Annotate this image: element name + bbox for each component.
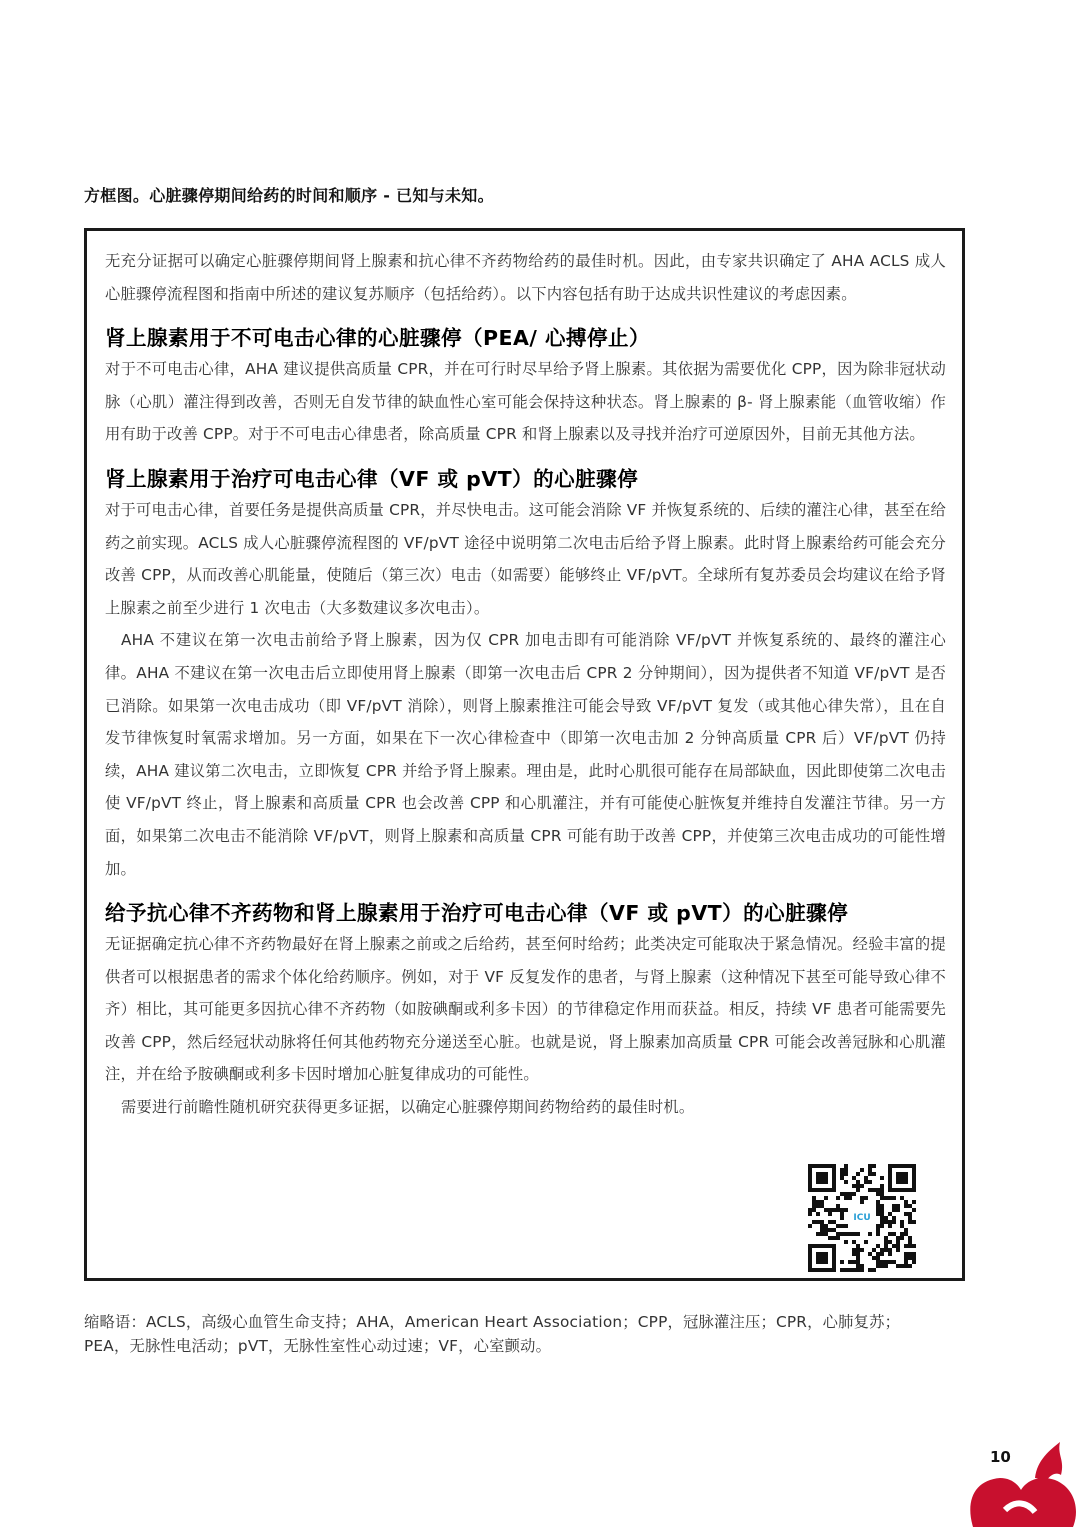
qr-module <box>860 1196 864 1200</box>
qr-module <box>880 1220 884 1224</box>
qr-module <box>852 1192 856 1196</box>
qr-module <box>828 1212 832 1216</box>
qr-module <box>868 1188 872 1192</box>
qr-module <box>884 1248 888 1252</box>
qr-module <box>872 1172 876 1176</box>
qr-module <box>904 1200 908 1204</box>
qr-module <box>908 1244 912 1248</box>
qr-module <box>832 1208 836 1212</box>
qr-module <box>852 1232 856 1236</box>
qr-module <box>844 1172 848 1176</box>
qr-module <box>864 1240 868 1244</box>
qr-module <box>880 1204 884 1208</box>
qr-module <box>872 1248 876 1252</box>
qr-module <box>868 1252 872 1256</box>
qr-module <box>840 1192 844 1196</box>
qr-module <box>912 1256 916 1260</box>
qr-module <box>892 1196 896 1200</box>
qr-module <box>816 1220 820 1224</box>
qr-module <box>880 1264 884 1268</box>
qr-module <box>872 1256 876 1260</box>
qr-module <box>856 1172 860 1176</box>
qr-module <box>888 1240 892 1244</box>
qr-module <box>848 1232 852 1236</box>
qr-module <box>836 1196 840 1200</box>
qr-module <box>828 1228 832 1232</box>
qr-module <box>872 1188 876 1192</box>
qr-module <box>880 1188 884 1192</box>
qr-module <box>900 1196 904 1200</box>
qr-module <box>900 1220 904 1224</box>
qr-module <box>888 1232 892 1236</box>
intro-paragraph: 无充分证据可以确定心脏骤停期间肾上腺素和抗心律不齐药物给药的最佳时机。因此，由专家共识确定了 AHA ACLS 成人心脏骤停流程图和指南中所述的建议复苏顺序（包括给药）。以下内容包括有助于达成共识性建议的考虑因素。 <box>105 252 946 303</box>
qr-module <box>908 1240 912 1244</box>
qr-module <box>892 1260 896 1264</box>
qr-module <box>812 1208 816 1212</box>
qr-module <box>844 1240 848 1244</box>
qr-module <box>856 1180 860 1184</box>
qr-module <box>888 1248 892 1252</box>
qr-module <box>900 1232 904 1236</box>
qr-module <box>820 1200 824 1204</box>
qr-module <box>844 1164 848 1168</box>
qr-module <box>904 1244 908 1248</box>
qr-module <box>808 1224 812 1228</box>
qr-module <box>852 1260 856 1264</box>
qr-module <box>860 1268 864 1272</box>
qr-module <box>840 1268 844 1272</box>
section-antiarrhythmic-paragraph-1: 无证据确定抗心律不齐药物最好在肾上腺素之前或之后给药，甚至何时给药；此类决定可能取决于紧急情况。经验丰富的提供者可以根据患者的需求个体化给药顺序。例如，对于 VF 反复发作的患者，与肾上腺素（这种情况下甚至可能导致心律不齐）相比，其可能更多因抗心律不齐药物（如胺碘酮或利多卡因）的节律稳定作用而获益。相反，持续 VF 患者可能需要先改善 CPP，然后经冠状动脉将任何其他药物充分递送至心脏。也就是说，肾上腺素加高质量 CPR 可能会改善冠脉和心肌灌注，并在给予胺碘酮或利多卡因时增加心脏复律成功的可能性。 <box>105 935 946 1084</box>
qr-module <box>876 1244 880 1248</box>
abbreviations-footnote: 缩略语：ACLS，高级心血管生命支持；AHA，American Heart Association；CPP，冠脉灌注压；CPR，心肺复苏；PEA，无脉性电活动；pVT，无脉性室性心动过速；VF，心室颤动。 <box>84 1313 901 1355</box>
qr-module <box>848 1268 852 1272</box>
qr-module <box>864 1180 868 1184</box>
section-vf-paragraph-2: AHA 不建议在第一次电击前给予肾上腺素，因为仅 CPR 加电击即有可能消除 VF/pVT 并恢复系统的、最终的灌注心律。AHA 不建议在第一次电击后立即使用肾上腺素（即第一次电击后 CPR 2 分钟期间），因为提供者不知道 VF/pVT 是否已消除。如果第一次电击成功（即 VF/pVT 消除），则肾上腺素推注可能会导致 VF/pVT 复发（或其他心律失常），且在自发节律恢复时氧需求增加。另一方面，如果在下一次心律检查中（即第一次电击加 2 分钟高质量 CPR 后）VF/pVT 仍持续，AHA 建议第二次电击，立即恢复 CPR 并给予肾上腺素。理由是，此时心肌很可能存在局部缺血，因此即使第二次电击使 VF/pVT 终止，肾上腺素和高质量 CPR 也会改善 CPP 和心肌灌注，并有可能使心脏恢复并维持自发灌注节律。另一方面，如果第二次电击不能消除 VF/pVT，则肾上腺素和高质量 CPR 可能有助于改善 CPP，并使第三次电击成功的可能性增加。 <box>105 631 946 878</box>
qr-module <box>864 1196 868 1200</box>
qr-module <box>852 1268 856 1272</box>
qr-module <box>828 1208 832 1212</box>
qr-module <box>812 1196 816 1200</box>
qr-module <box>844 1268 848 1272</box>
qr-module <box>908 1216 912 1220</box>
qr-module <box>904 1264 908 1268</box>
qr-module <box>884 1264 888 1268</box>
qr-module <box>892 1220 896 1224</box>
qr-module <box>868 1232 872 1236</box>
qr-module <box>860 1248 864 1252</box>
qr-module <box>912 1200 916 1204</box>
qr-module <box>860 1264 864 1268</box>
qr-module <box>904 1252 908 1256</box>
qr-module <box>904 1212 908 1216</box>
qr-module <box>896 1264 900 1268</box>
qr-module <box>892 1216 896 1220</box>
qr-module <box>820 1232 824 1236</box>
qr-module <box>840 1212 844 1216</box>
qr-module <box>888 1224 892 1228</box>
section-pea-paragraph: 对于不可电击心律，AHA 建议提供高质量 CPR，并在可行时尽早给予肾上腺素。其依据为需要优化 CPP，因为除非冠状动脉（心肌）灌注得到改善，否则无自发节律的缺血性心室可能会保持这种状态。肾上腺素的 β- 肾上腺素能（血管收缩）作用有助于改善 CPP。对于不可电击心律患者，除高质量 CPR 和肾上腺素以及寻找并治疗可逆原因外，目前无其他方法。 <box>105 360 946 444</box>
qr-module <box>856 1232 860 1236</box>
qr-module <box>876 1224 880 1228</box>
qr-module <box>860 1184 864 1188</box>
qr-module <box>824 1228 828 1232</box>
qr-module <box>904 1232 908 1236</box>
qr-module <box>820 1224 824 1228</box>
qr-module <box>832 1228 836 1232</box>
flame-shape <box>1035 1442 1062 1480</box>
qr-module <box>844 1192 848 1196</box>
qr-module <box>808 1208 812 1212</box>
qr-module <box>884 1196 888 1200</box>
qr-module <box>824 1208 828 1212</box>
qr-module <box>888 1260 892 1264</box>
qr-module <box>868 1268 872 1272</box>
qr-module <box>892 1208 896 1212</box>
qr-module <box>836 1204 840 1208</box>
section-antiarrhythmic-paragraph-2: 需要进行前瞻性随机研究获得更多证据，以确定心脏骤停期间药物给药的最佳时机。 <box>121 1098 695 1117</box>
qr-module <box>880 1260 884 1264</box>
qr-module <box>880 1252 884 1256</box>
qr-module <box>840 1168 844 1172</box>
qr-module <box>884 1220 888 1224</box>
qr-module <box>868 1172 872 1176</box>
qr-module <box>896 1248 900 1252</box>
qr-module <box>912 1252 916 1256</box>
qr-module <box>820 1228 824 1232</box>
qr-module <box>840 1216 844 1220</box>
qr-code <box>808 1164 916 1272</box>
qr-module <box>912 1208 916 1212</box>
qr-module <box>880 1196 884 1200</box>
qr-module <box>908 1204 912 1208</box>
qr-module <box>876 1228 880 1232</box>
qr-module <box>892 1244 896 1248</box>
qr-module <box>836 1224 840 1228</box>
qr-module <box>876 1192 880 1196</box>
qr-module <box>836 1232 840 1236</box>
qr-module <box>876 1260 880 1264</box>
content-box <box>84 228 965 1281</box>
qr-module <box>860 1168 864 1172</box>
qr-module <box>876 1232 880 1236</box>
qr-module <box>880 1208 884 1212</box>
qr-module <box>844 1180 848 1184</box>
qr-module <box>884 1236 888 1240</box>
qr-module <box>868 1164 872 1168</box>
qr-module <box>884 1216 888 1220</box>
qr-module <box>892 1232 896 1236</box>
page-number: 10 <box>990 1448 1011 1466</box>
qr-module <box>904 1228 908 1232</box>
qr-module <box>864 1176 868 1180</box>
qr-module <box>904 1256 908 1260</box>
qr-module <box>856 1264 860 1268</box>
qr-module <box>816 1212 820 1216</box>
heart-torch-logo <box>965 1420 1080 1527</box>
section-heading-antiarrhythmic: 给予抗心律不齐药物和肾上腺素用于治疗可电击心律（VF 或 pVT）的心脏骤停 <box>105 901 849 926</box>
qr-module <box>856 1256 860 1260</box>
qr-module <box>904 1204 908 1208</box>
qr-module <box>812 1204 816 1208</box>
qr-module <box>892 1204 896 1208</box>
qr-module <box>904 1260 908 1264</box>
qr-module <box>856 1260 860 1264</box>
qr-module <box>816 1204 820 1208</box>
qr-module <box>816 1232 820 1236</box>
qr-module <box>828 1236 832 1240</box>
qr-module <box>912 1220 916 1224</box>
qr-module <box>876 1188 880 1192</box>
qr-module <box>896 1240 900 1244</box>
qr-module <box>852 1248 856 1252</box>
qr-module <box>900 1224 904 1228</box>
qr-module <box>880 1176 884 1180</box>
qr-module <box>888 1196 892 1200</box>
qr-module <box>816 1200 820 1204</box>
qr-module <box>812 1220 816 1224</box>
qr-module <box>868 1168 872 1172</box>
qr-module <box>900 1264 904 1268</box>
section-heading-pea: 肾上腺素用于不可电击心律的心脏骤停（PEA/ 心搏停止） <box>105 326 651 351</box>
qr-module <box>908 1236 912 1240</box>
qr-module <box>852 1240 856 1244</box>
qr-module <box>908 1252 912 1256</box>
qr-module <box>852 1176 856 1180</box>
qr-module <box>876 1200 880 1204</box>
qr-module <box>872 1268 876 1272</box>
qr-module <box>852 1252 856 1256</box>
qr-module <box>896 1244 900 1248</box>
qr-module <box>880 1212 884 1216</box>
qr-module <box>832 1236 836 1240</box>
qr-module <box>884 1244 888 1248</box>
qr-module <box>888 1220 892 1224</box>
qr-module <box>856 1184 860 1188</box>
qr-module <box>876 1212 880 1216</box>
qr-module <box>848 1196 852 1200</box>
qr-module <box>856 1268 860 1272</box>
qr-module <box>832 1220 836 1224</box>
qr-module <box>876 1256 880 1260</box>
qr-module <box>852 1184 856 1188</box>
qr-module <box>908 1220 912 1224</box>
qr-module <box>844 1168 848 1172</box>
qr-module <box>840 1176 844 1180</box>
qr-module <box>900 1236 904 1240</box>
qr-module <box>824 1196 828 1200</box>
qr-module <box>908 1256 912 1260</box>
qr-module <box>908 1212 912 1216</box>
qr-module <box>820 1204 824 1208</box>
qr-finder-pattern <box>816 1172 828 1184</box>
qr-module <box>880 1192 884 1196</box>
qr-module <box>876 1208 880 1212</box>
qr-module <box>848 1192 852 1196</box>
qr-module <box>820 1220 824 1224</box>
qr-module <box>844 1232 848 1236</box>
qr-module <box>840 1208 844 1212</box>
qr-module <box>880 1216 884 1220</box>
qr-module <box>884 1260 888 1264</box>
qr-module <box>856 1252 860 1256</box>
qr-module <box>896 1236 900 1240</box>
qr-module <box>856 1248 860 1252</box>
qr-module <box>888 1212 892 1216</box>
qr-module <box>880 1248 884 1252</box>
qr-module <box>896 1204 900 1208</box>
qr-module <box>844 1196 848 1200</box>
qr-module <box>872 1164 876 1168</box>
qr-module <box>868 1180 872 1184</box>
qr-finder-pattern <box>896 1172 908 1184</box>
qr-module <box>856 1244 860 1248</box>
qr-module <box>840 1172 844 1176</box>
qr-module <box>840 1232 844 1236</box>
qr-module <box>824 1232 828 1236</box>
qr-module <box>836 1208 840 1212</box>
qr-module <box>876 1264 880 1268</box>
qr-module <box>824 1224 828 1228</box>
box-caption: 方框图。心脏骤停期间给药的时间和顺序 - 已知与未知。 <box>84 186 494 205</box>
qr-module <box>828 1220 832 1224</box>
section-heading-vf: 肾上腺素用于治疗可电击心律（VF 或 pVT）的心脏骤停 <box>105 466 639 491</box>
qr-module <box>908 1264 912 1268</box>
qr-module <box>808 1212 812 1216</box>
section-vf-paragraph-1: 对于可电击心律，首要任务是提供高质量 CPR，并尽快电击。这可能会消除 VF 并恢复系统的、后续的灌注心律，甚至在给药之前实现。ACLS 成人心脏骤停流程图的 VF/pVT 途径中说明第二次电击后给予肾上腺素。此时肾上腺素给药可能会充分改善 CPP，从而改善心肌能量，使随后（第三次）电击（如需要）能够终止 VF/pVT。全球所有复苏委员会均建议在给予肾上腺素之前至少进行 1 次电击（大多数建议多次电击）。 <box>105 500 946 617</box>
qr-module <box>876 1252 880 1256</box>
qr-module <box>912 1260 916 1264</box>
qr-logo: ICU <box>848 1204 876 1232</box>
qr-module <box>840 1260 844 1264</box>
qr-module <box>880 1184 884 1188</box>
qr-module <box>880 1224 884 1228</box>
qr-module <box>856 1188 860 1192</box>
qr-module <box>836 1236 840 1240</box>
qr-module <box>840 1224 844 1228</box>
qr-module <box>848 1260 852 1264</box>
qr-module <box>876 1204 880 1208</box>
qr-module <box>888 1252 892 1256</box>
qr-module <box>912 1244 916 1248</box>
qr-module <box>812 1200 816 1204</box>
qr-finder-pattern <box>816 1252 828 1264</box>
qr-module <box>884 1240 888 1244</box>
qr-module <box>896 1208 900 1212</box>
